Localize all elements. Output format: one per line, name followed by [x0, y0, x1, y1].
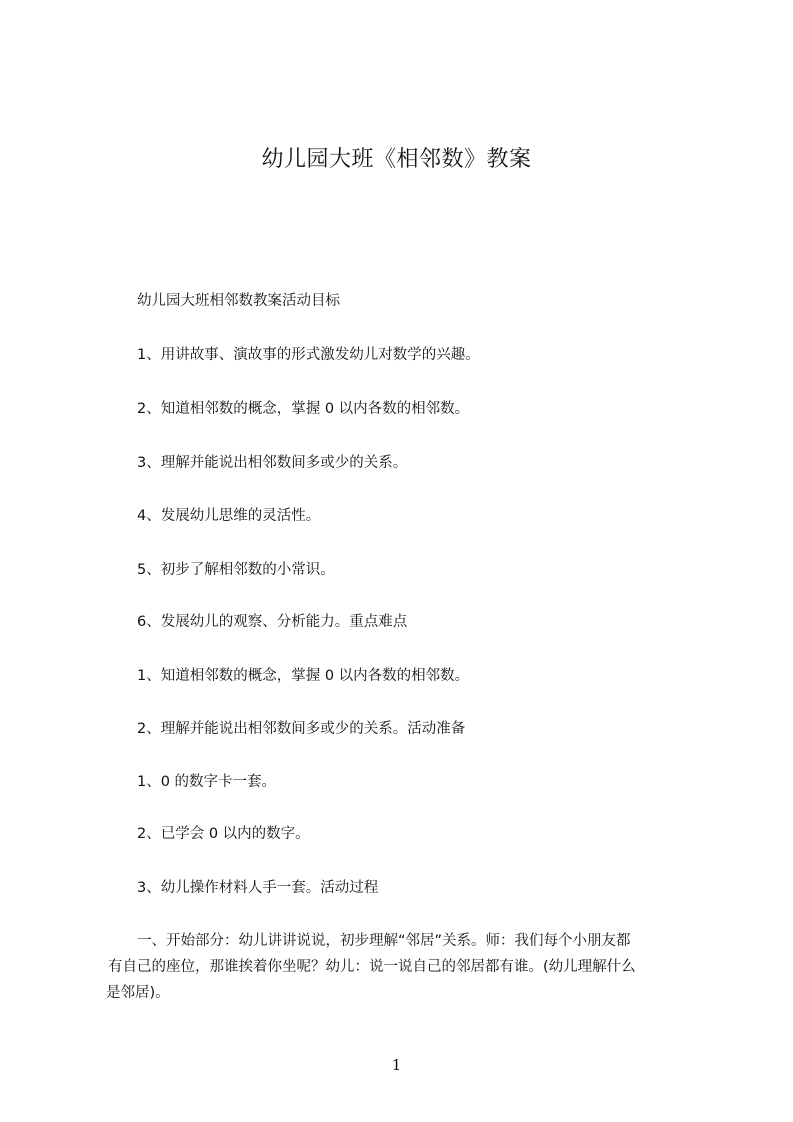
paragraph-key-1: 1、知道相邻数的概念，掌握 0 以内各数的相邻数。 [137, 668, 470, 684]
paragraph-line: 是邻居)。 [106, 985, 170, 1001]
paragraph-goal-4: 4、发展幼儿思维的灵活性。 [137, 508, 321, 524]
paragraph-line: 一、开始部分：幼儿讲讲说说，初步理解“邻居”关系。师：我们每个小朋友都 [137, 933, 631, 949]
document-title: 幼儿园大班《相邻数》教案 [261, 147, 532, 172]
paragraph-goal-5: 5、初步了解相邻数的小常识。 [137, 562, 335, 578]
paragraph-process-1 [106, 928, 718, 1006]
paragraph-goal-1: 1、用讲故事、演故事的形式激发幼儿对数学的兴趣。 [137, 347, 480, 363]
paragraph-prep-2: 2、已学会 0 以内的数字。 [137, 826, 310, 842]
paragraph-goal-6: 6、发展幼儿的观察、分析能力。重点难点 [137, 614, 408, 630]
paragraph-prep-1: 1、0 的数字卡一套。 [137, 774, 277, 790]
page-number: 1 [391, 1056, 402, 1074]
paragraph-goal-2: 2、知道相邻数的概念，掌握 0 以内各数的相邻数。 [137, 401, 470, 417]
paragraph-key-2: 2、理解并能说出相邻数间多或少的关系。活动准备 [137, 721, 466, 737]
paragraph-prep-3: 3、幼儿操作材料人手一套。活动过程 [137, 880, 379, 896]
paragraph-line: 有自己的座位，那谁挨着你坐呢？幼儿：说一说自己的邻居都有谁。(幼儿理解什么 [108, 959, 636, 975]
paragraph-heading-goals: 幼儿园大班相邻数教案活动目标 [137, 293, 340, 309]
paragraph-goal-3: 3、理解并能说出相邻数间多或少的关系。 [137, 455, 408, 471]
